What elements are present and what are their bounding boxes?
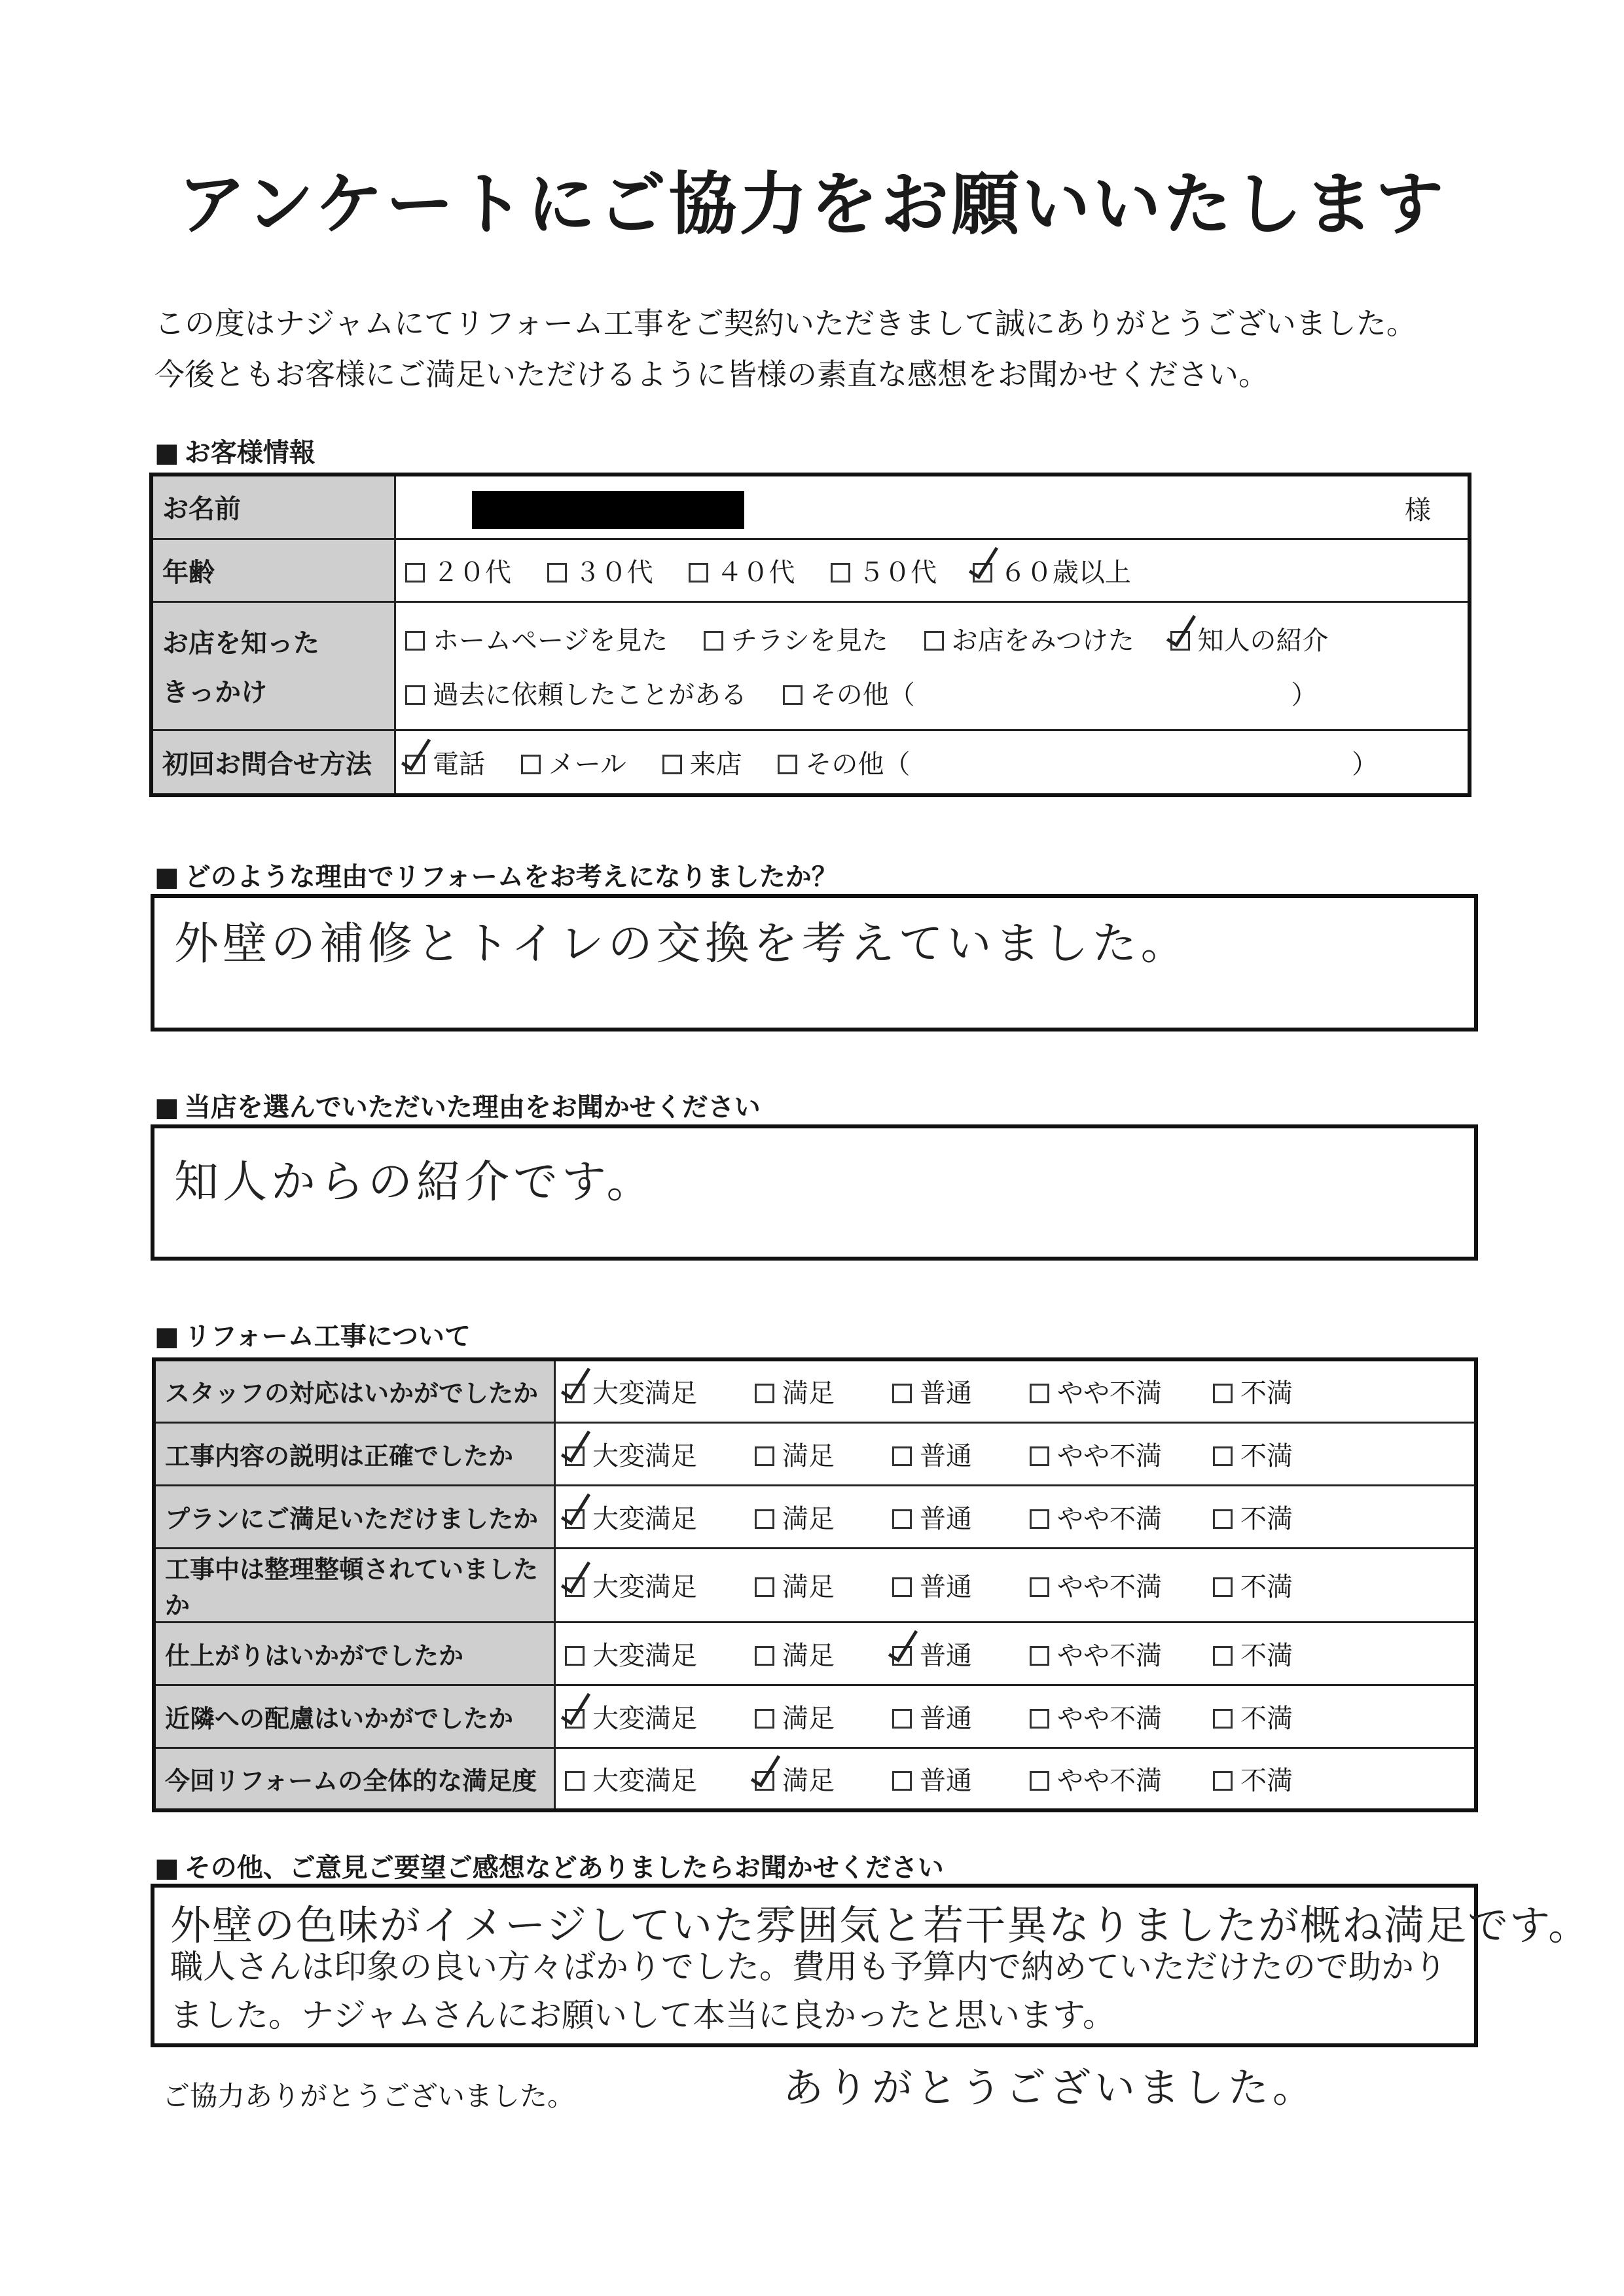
rating-option[interactable]: 満足 [755, 1435, 892, 1473]
contact-option[interactable]: 来店 [662, 744, 742, 781]
age-label: 年齢 [151, 539, 395, 601]
rating-row [154, 1422, 1476, 1485]
checkbox-icon[interactable] [755, 1646, 774, 1666]
checked-checkbox-icon[interactable] [565, 1509, 585, 1529]
checkbox-icon[interactable] [892, 1384, 912, 1403]
checkbox-icon[interactable] [755, 1446, 774, 1466]
rating-row [154, 1359, 1476, 1422]
rating-option[interactable]: 不満 [1213, 1566, 1365, 1604]
rating-option[interactable]: 大変満足 [565, 1698, 755, 1735]
checked-checkbox-icon[interactable] [755, 1771, 774, 1791]
rating-question: 仕上がりはいかがでしたか [154, 1622, 555, 1685]
name-redaction [472, 491, 744, 529]
checkbox-icon[interactable] [892, 1577, 912, 1597]
rating-option[interactable]: 大変満足 [565, 1372, 755, 1410]
checked-checkbox-icon[interactable] [565, 1384, 585, 1403]
source-other-close: ） [1291, 680, 1318, 710]
rating-option[interactable]: 満足 [755, 1566, 892, 1604]
rating-table [152, 1357, 1478, 1812]
age-option[interactable]: ５０代 [831, 552, 937, 589]
checkbox-icon[interactable] [783, 685, 803, 705]
checkbox-icon[interactable] [547, 563, 567, 583]
q3-answer-line-3: ありがとうございました。 [783, 2064, 1318, 2111]
intro-line-1: この度はナジャムにてリフォーム工事をご契約いただきまして誠にありがとうございました。 [154, 306, 1416, 341]
rating-option[interactable]: 普通 [892, 1566, 1030, 1604]
rating-question: プランにご満足いただけましたか [154, 1485, 555, 1548]
customer-section-heading: ■ お客様情報 [154, 432, 316, 469]
rating-row [154, 1685, 1476, 1748]
q3-answer-line-2: 職人さんは印象の良い方々ばかりでした。費用も予算内で納めていただけたので助かりました。ナジャムさんにお願いして本当に良かったと思います。 [170, 1948, 1447, 2034]
q1-answer-box[interactable] [151, 894, 1478, 1031]
checkbox-icon[interactable] [1030, 1384, 1049, 1403]
age-option[interactable]: ３０代 [547, 552, 653, 589]
checked-checkbox-icon[interactable] [405, 755, 425, 774]
checkbox-icon[interactable] [1213, 1509, 1233, 1529]
contact-option[interactable]: 電話 [405, 744, 485, 781]
rating-option[interactable]: 不満 [1213, 1698, 1365, 1735]
source-options [395, 601, 1470, 730]
rating-option[interactable]: やや不満 [1030, 1435, 1213, 1473]
checkbox-icon[interactable] [1030, 1771, 1049, 1791]
name-field[interactable] [395, 475, 1470, 539]
q2-answer-box[interactable] [151, 1124, 1478, 1261]
page-title: アンケートにご協力をお願いいたします [177, 164, 1447, 244]
q1-answer: 外壁の補修とトイレの交換を考えていました。 [174, 918, 1189, 970]
rating-question: 工事中は整理整頓されていましたか [154, 1548, 555, 1622]
age-options [395, 539, 1470, 601]
source-option[interactable]: 知人の紹介 [1170, 620, 1329, 657]
checkbox-icon[interactable] [1030, 1577, 1049, 1597]
checkbox-icon[interactable] [1030, 1446, 1049, 1466]
checkbox-icon[interactable] [1213, 1709, 1233, 1729]
rating-question: スタッフの対応はいかがでしたか [154, 1359, 555, 1422]
rating-option[interactable]: やや不満 [1030, 1566, 1213, 1604]
q2-heading: ■ 当店を選んでいただいた理由をお聞かせください [154, 1086, 761, 1124]
checkbox-icon[interactable] [689, 563, 708, 583]
age-option[interactable]: ２０代 [405, 552, 511, 589]
rating-options [555, 1359, 1477, 1422]
checkbox-icon[interactable] [892, 1446, 912, 1466]
source-option[interactable]: お店をみつけた [924, 620, 1134, 657]
rating-row [154, 1485, 1476, 1548]
contact-option[interactable]: メール [521, 744, 626, 781]
rating-option[interactable]: 大変満足 [565, 1435, 755, 1473]
rating-options [555, 1748, 1477, 1810]
rating-option[interactable]: 大変満足 [565, 1760, 755, 1797]
checkbox-icon[interactable] [1213, 1446, 1233, 1466]
rating-options [555, 1622, 1477, 1685]
source-option[interactable]: その他（ [783, 674, 915, 711]
rating-options [555, 1548, 1477, 1622]
checked-checkbox-icon[interactable] [565, 1446, 585, 1466]
checkbox-icon[interactable] [1213, 1577, 1233, 1597]
checkbox-icon[interactable] [924, 631, 944, 651]
checkbox-icon[interactable] [892, 1709, 912, 1729]
rating-options [555, 1422, 1477, 1485]
source-label: お店を知った きっかけ [151, 601, 395, 730]
checkbox-icon[interactable] [405, 631, 425, 651]
checkbox-icon[interactable] [405, 563, 425, 583]
checkbox-icon[interactable] [1213, 1646, 1233, 1666]
checkbox-icon[interactable] [755, 1709, 774, 1729]
q3-answer-line-1: 外壁の色味がイメージしていた雰囲気と若干異なりましたが概ね満足です。 [170, 1901, 1591, 1949]
rating-option[interactable]: やや不満 [1030, 1498, 1213, 1535]
rating-option[interactable]: 不満 [1213, 1435, 1365, 1473]
source-option[interactable]: チラシを見た [704, 620, 888, 657]
contact-other-close: ） [1352, 749, 1379, 780]
checked-checkbox-icon[interactable] [973, 563, 992, 583]
age-option[interactable]: ４０代 [689, 552, 795, 589]
rating-row [154, 1748, 1476, 1810]
rating-option[interactable]: 不満 [1213, 1372, 1365, 1410]
rating-question: 工事内容の説明は正確でしたか [154, 1422, 555, 1485]
rating-heading: ■ リフォーム工事について [154, 1316, 471, 1353]
rating-option[interactable]: 普通 [892, 1372, 1030, 1410]
rating-option[interactable]: 満足 [755, 1698, 892, 1735]
rating-option[interactable]: やや不満 [1030, 1760, 1213, 1797]
intro-line-2: 今後ともお客様にご満足いただけるように皆様の素直な感想をお聞かせください。 [154, 357, 1269, 392]
q1-heading: ■ どのような理由でリフォームをお考えになりましたか？ [154, 856, 838, 893]
checkbox-icon[interactable] [755, 1384, 774, 1403]
checkbox-icon[interactable] [1213, 1384, 1233, 1403]
checked-checkbox-icon[interactable] [892, 1646, 912, 1666]
rating-option[interactable]: 大変満足 [565, 1635, 755, 1672]
checkbox-icon[interactable] [1213, 1771, 1233, 1791]
contact-label: 初回お問合せ方法 [151, 730, 395, 795]
checkbox-icon[interactable] [831, 563, 850, 583]
rating-option[interactable]: 満足 [755, 1760, 892, 1797]
checkbox-icon[interactable] [755, 1577, 774, 1597]
checkbox-icon[interactable] [704, 631, 723, 651]
rating-option[interactable]: 大変満足 [565, 1498, 755, 1535]
checkbox-icon[interactable] [892, 1771, 912, 1791]
rating-question: 近隣への配慮はいかがでしたか [154, 1685, 555, 1748]
rating-option[interactable]: 満足 [755, 1498, 892, 1535]
q3-answer-box[interactable] [151, 1884, 1591, 2047]
checkbox-icon[interactable] [1030, 1509, 1049, 1529]
rating-row [154, 1622, 1476, 1685]
rating-option[interactable]: 満足 [755, 1372, 892, 1410]
rating-options [555, 1685, 1477, 1748]
rating-option[interactable]: やや不満 [1030, 1372, 1213, 1410]
rating-option[interactable]: 普通 [892, 1760, 1030, 1797]
checked-checkbox-icon[interactable] [565, 1709, 585, 1729]
checkbox-icon[interactable] [778, 755, 797, 774]
rating-option[interactable]: 不満 [1213, 1635, 1365, 1672]
rating-option[interactable]: 満足 [755, 1635, 892, 1672]
checkbox-icon[interactable] [1030, 1709, 1049, 1729]
checkbox-icon[interactable] [565, 1646, 585, 1666]
customer-info-table [149, 473, 1471, 797]
q2-answer: 知人からの紹介です。 [174, 1157, 655, 1208]
checkbox-icon[interactable] [755, 1509, 774, 1529]
rating-option[interactable]: 不満 [1213, 1760, 1365, 1797]
checked-checkbox-icon[interactable] [1170, 631, 1190, 651]
name-label: お名前 [151, 475, 395, 539]
checkbox-icon[interactable] [565, 1771, 585, 1791]
checkbox-icon[interactable] [405, 685, 425, 705]
rating-option[interactable]: 不満 [1213, 1498, 1365, 1535]
footer-thanks: ご協力ありがとうございました。 [162, 2080, 575, 2112]
rating-option[interactable]: やや不満 [1030, 1698, 1213, 1735]
name-suffix: 様 [1405, 495, 1431, 526]
contact-option[interactable]: その他（ [778, 744, 910, 781]
rating-row [154, 1548, 1476, 1622]
rating-option[interactable]: やや不満 [1030, 1635, 1213, 1672]
age-option[interactable]: ６０歳以上 [973, 552, 1131, 589]
checked-checkbox-icon[interactable] [565, 1577, 585, 1597]
rating-option[interactable]: 普通 [892, 1498, 1030, 1535]
rating-question: 今回リフォームの全体的な満足度 [154, 1748, 555, 1810]
source-option[interactable]: ホームページを見た [405, 620, 668, 657]
rating-option[interactable]: 普通 [892, 1635, 1030, 1672]
checkbox-icon[interactable] [892, 1509, 912, 1529]
rating-option[interactable]: 大変満足 [565, 1566, 755, 1604]
checkbox-icon[interactable] [1030, 1646, 1049, 1666]
checkbox-icon[interactable] [662, 755, 682, 774]
rating-option[interactable]: 普通 [892, 1435, 1030, 1473]
checkbox-icon[interactable] [521, 755, 541, 774]
rating-option[interactable]: 普通 [892, 1698, 1030, 1735]
rating-options [555, 1485, 1477, 1548]
q3-heading: ■ その他、ご意見ご要望ご感想などありましたらお聞かせください [154, 1847, 944, 1884]
source-option[interactable]: 過去に依頼したことがある [405, 674, 747, 711]
contact-options [395, 730, 1470, 795]
